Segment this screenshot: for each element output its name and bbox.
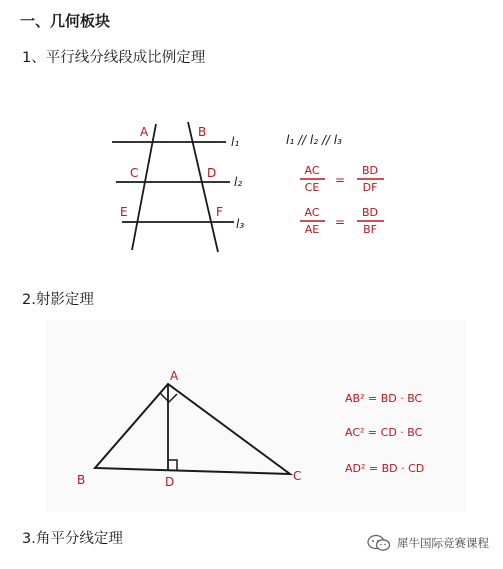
ratio2-lhs-num: AC — [304, 206, 320, 219]
label-l2: l₂ — [234, 175, 243, 189]
label-A: A — [140, 125, 149, 139]
label-l1: l₁ — [231, 135, 240, 149]
ratio1-rhs-num: BD — [361, 164, 379, 177]
label-F: F — [216, 205, 223, 219]
watermark — [367, 534, 489, 552]
ratio1-eq: = — [334, 173, 346, 187]
figure-panel — [46, 320, 466, 512]
ratio1-lhs-den: CE — [304, 181, 320, 194]
formula-ad2: AD² = BD · CD — [345, 462, 425, 475]
label-l3: l₃ — [236, 217, 245, 231]
section-title-angle-bisector: 3.角平分线定理 — [22, 531, 123, 547]
label-C2: C — [293, 469, 302, 483]
label-A2: A — [170, 369, 179, 383]
label-E: E — [120, 205, 128, 219]
formula-ab2: AB² = BD · BC — [345, 392, 423, 405]
ratio2-eq: = — [334, 215, 346, 229]
watermark-text: 犀牛国际竞赛课程 — [397, 536, 489, 550]
formula-ac2: AC² = CD · BC — [345, 426, 423, 439]
wechat-icon — [367, 534, 391, 552]
ratio2-lhs-den: AE — [304, 223, 320, 236]
label-D: D — [207, 166, 217, 180]
parallel-note: l₁ // l₂ // l₃ — [286, 133, 342, 147]
figure-parallel-lines — [0, 110, 503, 260]
label-C: C — [130, 166, 139, 180]
label-B: B — [198, 125, 207, 139]
ratio2-rhs-den: BF — [363, 223, 377, 236]
ratio-ac-ae — [300, 206, 384, 236]
ratio1-rhs-den: DF — [362, 181, 378, 194]
ratio-ac-ce — [300, 164, 384, 194]
label-D2: D — [165, 475, 175, 489]
ratio1-lhs-num: AC — [304, 164, 320, 177]
section-heading: 一、几何板块 — [20, 12, 111, 30]
figure-projection-theorem — [0, 318, 503, 518]
label-B2: B — [77, 473, 86, 487]
section-title-projection: 2.射影定理 — [22, 292, 94, 308]
section-title-parallel-lines: 1、平行线分线段成比例定理 — [22, 50, 206, 66]
ratio2-rhs-num: BD — [361, 206, 379, 219]
